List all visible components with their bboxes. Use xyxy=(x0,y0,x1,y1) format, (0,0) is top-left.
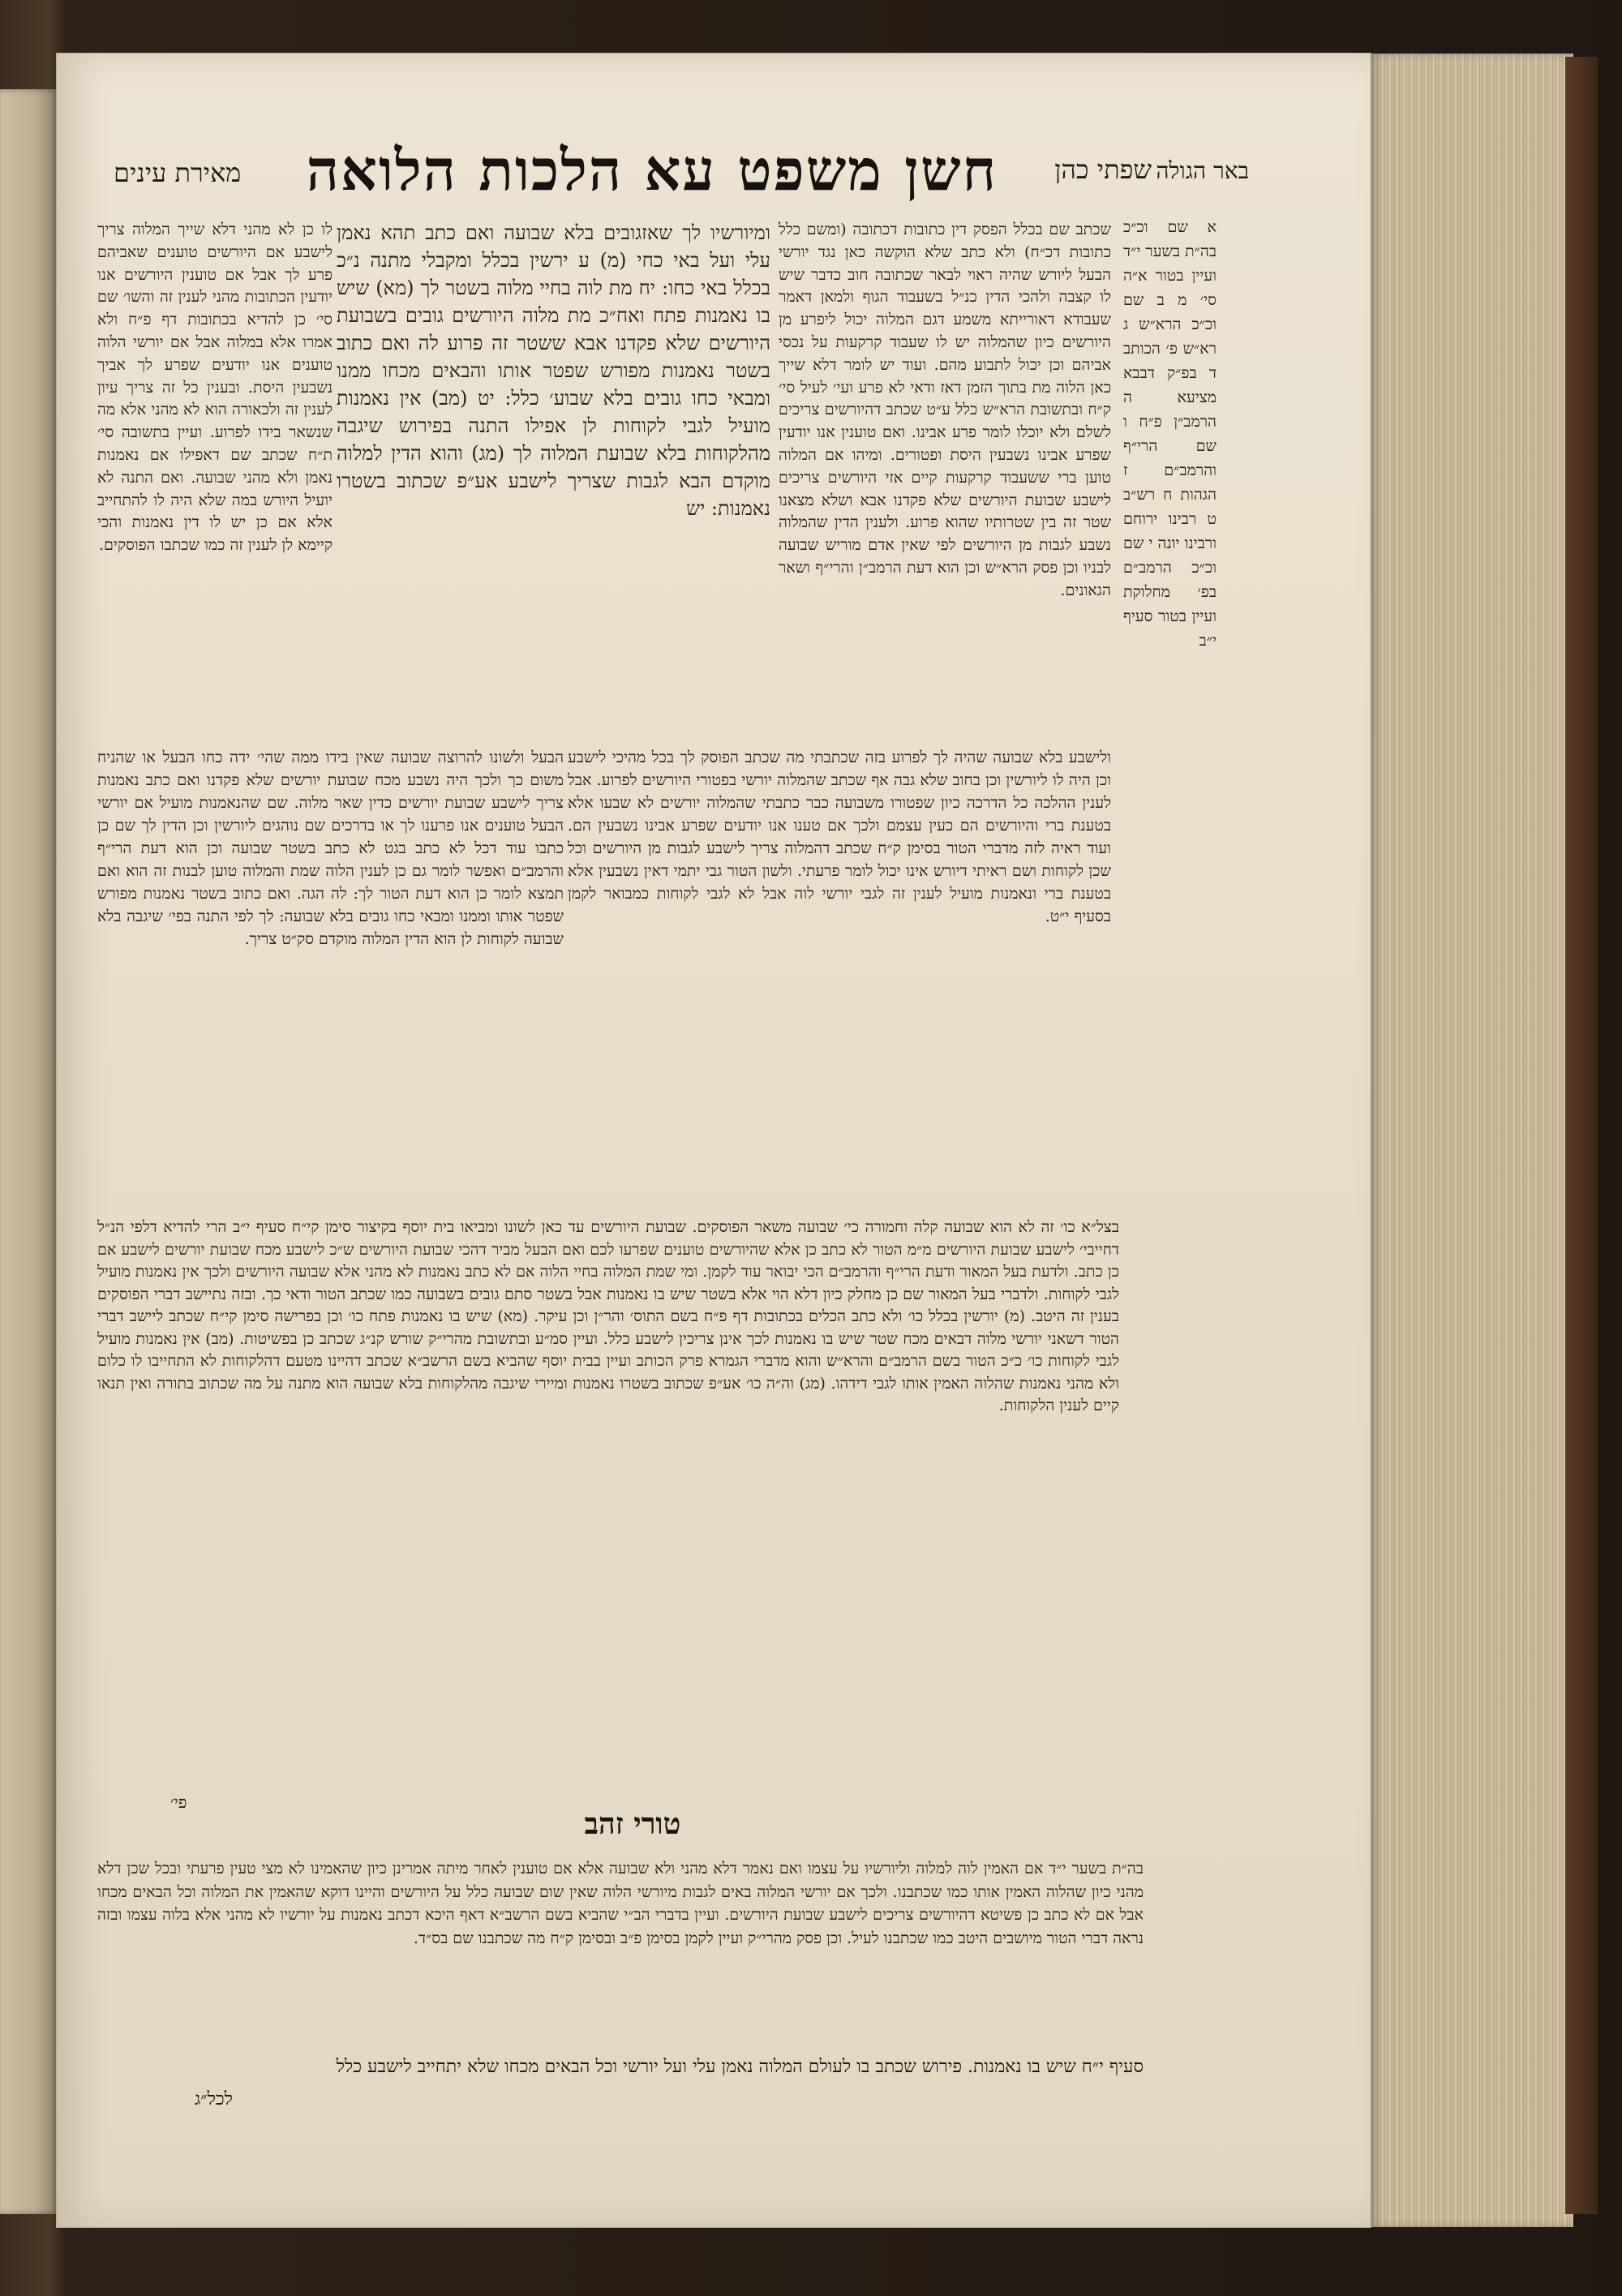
margin-notes-column: א שם וכ״כ בה״ת בשער י״ד ועיין בטור א״ה סי׳ מ ב שם וכ״כ הרא״ש ג רא״ש פ׳ הכותב ד בפ״ק דבבא מציעא ה הרמב״ן פ״ח ו שם הרי״ף והרמב״ם ז הגהות ח רש״ב ט רבינו ירוחם ורבינו יונה י שם וכ״כ הרמב״ם בפ׳ מחלוקת ועיין בטור סעיף י״ב xyxy=(1122,218,1216,650)
catchword-mid: פי׳ xyxy=(170,1792,187,1812)
commentary-full-width-block: בצל״א כו׳ זה לא הוא שבועה קלה וחמורה כי׳ שבועה משאר הפוסקים. שבועת היורשים עד כאן לשונו ומביאו בית יוסף בקיצור סימן קי״ח סעיף י״ב הרי להדיא דלפי הנ״ל דחייבי׳ לישבע שבועת היורשים מ״מ הטור לא כתב כן אלא שהיורשים טוענים שפרעו לכם ואם הבעל מביר דהכי שבועת היורשים ש״כ לישבע מכח שבועת יורשים לישבע אם כן כתב. ולדעת בעל המאור ודעת הרי״ף והרמב״ם הכי יבואר עוד לקמן. ומי שמת המלוה בחיי הלוה אם לא כתב נאמנות לא מהני אלא שבועה היורשים ולכך אין נאמנות מועיל לגבי לקוחות. ולדברי בעל המאור שם כן מחלק כיון דלא הוי אלא בשטר שיש בו נאמנות אבל בשטר סתם גובים בשבועה כמו שכתב הטור ודאי כך. ובזה נתיישב דברי הפוסקים בענין זה היטב. (מ) יורשין בכלל כו׳ ולא כתב הכלים בכתובות דף פ״ח בשם התוס׳ והר״ן וכן עיקר. (מא) שיש בו נאמנות פתח כו׳ וכן בפרישה סימן קי״ח שכתב ליישב דברי הטור דשאני יורשי מלוה דבאים מכח שטר שיש בו נאמנות לכך אינן צריכין לישבע כלל. ועיין סמ״ע ובתשובת מהרי״ק שורש קנ״ג שכתב כן בפשיטות. (מב) אין נאמנות מועיל לגבי לקוחות כו׳ כ״כ הטור בשם הרמב״ם והרא״ש והוא מדברי הגמרא פרק הכותב ועיין בבית יוסף שהביא בשם הרשב״א שכתב דהיינו מטעם דהלקוחות לא התחייבו לו כלום ולא מהני נאמנות שהלוה האמין אותו לגבי דידהו. (מג) וה״ה כו׳ אע״פ שכתוב בשטרו נאמנות ומיירי שיגבה מהלקוחות בלא שבועה הוא מתנה על מה שכתוב בתורה ואין תנאו קיים לענין הלקוחות. xyxy=(97,1218,1119,1414)
page-header xyxy=(114,136,1249,219)
header-main-title: חשן משפט עא הלכות הלואה xyxy=(306,136,998,204)
previous-page-edge xyxy=(0,89,58,2214)
turei-zahav-text: בה״ת בשער י״ד אם האמין לוה למלוה וליורשיו על עצמו ואם נאמר דלא מהני ולא שבועה אלא אם טוענין לאחר מיתה אמרינן כיון שהאמינו לא מצי טעין פרעתי ובכל שכן דלא מהני כיון שהלוה האמין אותו כמו שכתבנו. ולכך אם יורשי המלוה באים לגבות מיורשי הלוה שאין שום שבועה כלל על היורשים והיינו דוקא שהאמין את המלוה וכל הבאים מכחו אבל אם לא כתב כן פשיטא דהיורשים צריכים לישבע שבועת היורשים. ועיין בדברי הב״י שהביא בשם הרשב״א דאף היכא דכתב נאמנות על יורשיו לא מהני אלא בלוה עצמו ובזה נראה דברי הטור מיושבים היטב כמו שכתבנו לעיל. וכן פסק מהרי״ק ועיין לקמן בסימן פ״ב ובסימן ק״ח מה שכתבנו שם בס״ד. xyxy=(97,1860,1144,1947)
commentary-right-column: שכתב שם בכלל הפסק דין כתובות דכתובה (ומשם כלל כתובות דכ״ח) ולא כתב שלא הוקשה כאן נגד יורשי הבעל ליורש שהיה ראוי לבאר שכתובה חוב כדבר שיש לו קצבה ולהכי הדין כנ״ל בשעבוד הגוף ולמאן דאמר שעבודא דאורייתא משמע דגם המלוה יכול ליפרע מן היורשים כיון שהמלוה יש לו שעבוד קרקעות על נכסי אביהם וכן יכול לתבוע מהם. ועוד יש לומר דלא שייך כאן הלוה מת בתוך הזמן דאז ודאי לא פרע ועי׳ לעיל סי׳ ק״ח ובתשובת הרא״ש כלל ע״ט שכתב דהיורשים צריכים לשלם ולא יוכלו לומר פרע אבינו. ואם טוענין אנו יודעין שפרע אבינו נשבעין היסת ופטורים. ומיהו אם המלוה טוען ברי ששעבוד קרקעות קיים אזי היורשים צריכים לישבע שבועת היורשים שלא פקדנו אבא ושלא מצאנו שטר זה בין שטרותיו שהוא פרוע. ולענין הדין שהמלוה נשבע לגבות מן היורשים לפי שאין אדם מוריש שבועה לבניו וכן פסק הרא״ש וכן הוא דעת הרמב״ן והרי״ף ושאר הגאונים. xyxy=(779,221,1111,599)
turei-zahav-heading: טורי זהב xyxy=(584,1807,681,1841)
commentary-left-column: לו כן לא מהני דלא שייך המלוה צריך לישבע אם היורשים טוענים שאביהם פרע לך אבל אם טוענין היורשים אנו יודעין הכתובות מהני לענין זה והשו׳ שם סי׳ כן להדיא בכתובות דף פ״ח ולא אמרו אלא במלוה אבל אם יורשי הלוה טוענים אנו יודעים שפרע לך אביך נשבעין היסת. ובענין כל זה צריך עיון לענין זה ולכאורה הוא לא מהני אלא מה שנשאר בידו לפרוע. ועיין בתשובה סי׳ ת״ח שכתב שם דאפילו אם נאמנות נאמן ולא מהני שבועה. ואם התנה לא יועיל היורש במה שלא היה לו להתחייב אלא אם כן יש לו דין נאמנות והכי קיימא לן לענין זה כמו שכתבו הפוסקים. xyxy=(97,221,333,555)
page-block-edge xyxy=(1371,54,1573,2227)
book-cover-edge xyxy=(1565,57,1598,2214)
header-beer-hagolah: באר הגולה xyxy=(1156,157,1249,184)
header-meirat-einayim: מאירת עינים xyxy=(114,157,242,188)
header-siftei-kohen: שפתי כהן xyxy=(1054,154,1152,185)
commentary-lower-right: ולישבע בלא שבועה שהיה לך לפרוע בזה שכתבתי מה שכתב הפוסק לך בכל מהיכי לישבע וכן היה לו ליורשין וכן בחוב שלא גבה אף שכתב שהמלוה יורשי בפטורי היורשים לפרוע. אבל לענין ההלכה כל הדרכה כיון שפטורו משבועה כבר כתבתי שהמלוה יורשים לא שבעו אלא בטענת ברי והיורשים הם כעין עצמם ולכך אם טענו אנו יודעים שפרע אבינו נשבעין הם. ועוד ראיה לזה מדברי הטור בסימן ק״ח שכתב דהמלוה צריך לישבע לגבות מן היורשים וכל שכן לקוחות ושם ראיתי דיורש אינו יכול לומר פרעתי. ולשון הטור גבי יתמי דאין נשבעין אלא בטענת ברי ונאמנות מועיל לענין זה לגבי יורשי לוה אבל לא לגבי לקוחות כמבואר לקמן בסעיף י״ט. xyxy=(568,749,1111,925)
commentary-lower-left: הבעל ולשונו להרוצה שבועה שאין בידו ממה שהי׳ ידה כחו הבעל או שהניח משום כך ולכך היה נשבע מכח שבועת יורשים שלא פקדנו ואם כתב נאמנות צריך לישבע שבועת יורשים כדין שאר מלוה. שם שהנאמנות מועיל אם יורשי הבעל טוענים אנו פרענו לך או בדרכים שם נוהגים ליורשין וכן הדין לך שם כן כתבו עוד דכל לא כתב בגט לא כתב בשטר שבועה וכן הוא דעת הרי״ף והרמב״ם ואפשר לומר גם כן לענין הלוה שמת והמלוה טוען לבנות זה הוא ואם תמצא לומר כן הוא דעת הטור לך: לה הגה. ואם כתוב בשטר נאמנות מפורש שפטר אותו וממנו ומבאי כחו גובים בלא שבועה: לך לפי התנה בפי׳ שיגבה בלא שבועה לקוחות לן הוא הדין המלוה מוקדם סק״ט צריך. xyxy=(97,749,564,948)
catchword-bottom: לכל״ג xyxy=(195,2089,233,2109)
main-text-column: ומיורשיו לך שאזגובים בלא שבועה ואם כתב תהא נאמן עלי ועל באי כחי (מ) ע ירשין בכלל ומקבלי מתנה נ״כ בכלל באי כחו: יח מת לוה בחיי מלוה בשטר לך (מא) שיש בו נאמנות פתח ואח״כ מת מלוה היורשים גובים בשבועת היורשים שלא פקדנו אבא ששטר זה פרוע לה ואם כתוב בשטר נאמנות מפורש שפטר אותו והבאים מכחו ממנו ומבאי כחו גובים בלא שבוע׳ כלל: יט (מב) אין נאמנות מועיל לגבי לקוחות לן אפילו התנה בפירוש שיגבה מהלקוחות בלא שבועת המלוה לך (מג) והוא הדין למלוה מוקדם הבא לגבות שצריך לישבע אע״פ שכתוב בשטרו נאמנות: יש xyxy=(337,221,770,520)
seif-line: סעיף י״ח שיש בו נאמנות. פירוש שכתב בו לעולם המלוה נאמן עלי ועל יורשי וכל הבאים מכחו שלא יתחייב לישבע כלל xyxy=(336,2057,1144,2077)
